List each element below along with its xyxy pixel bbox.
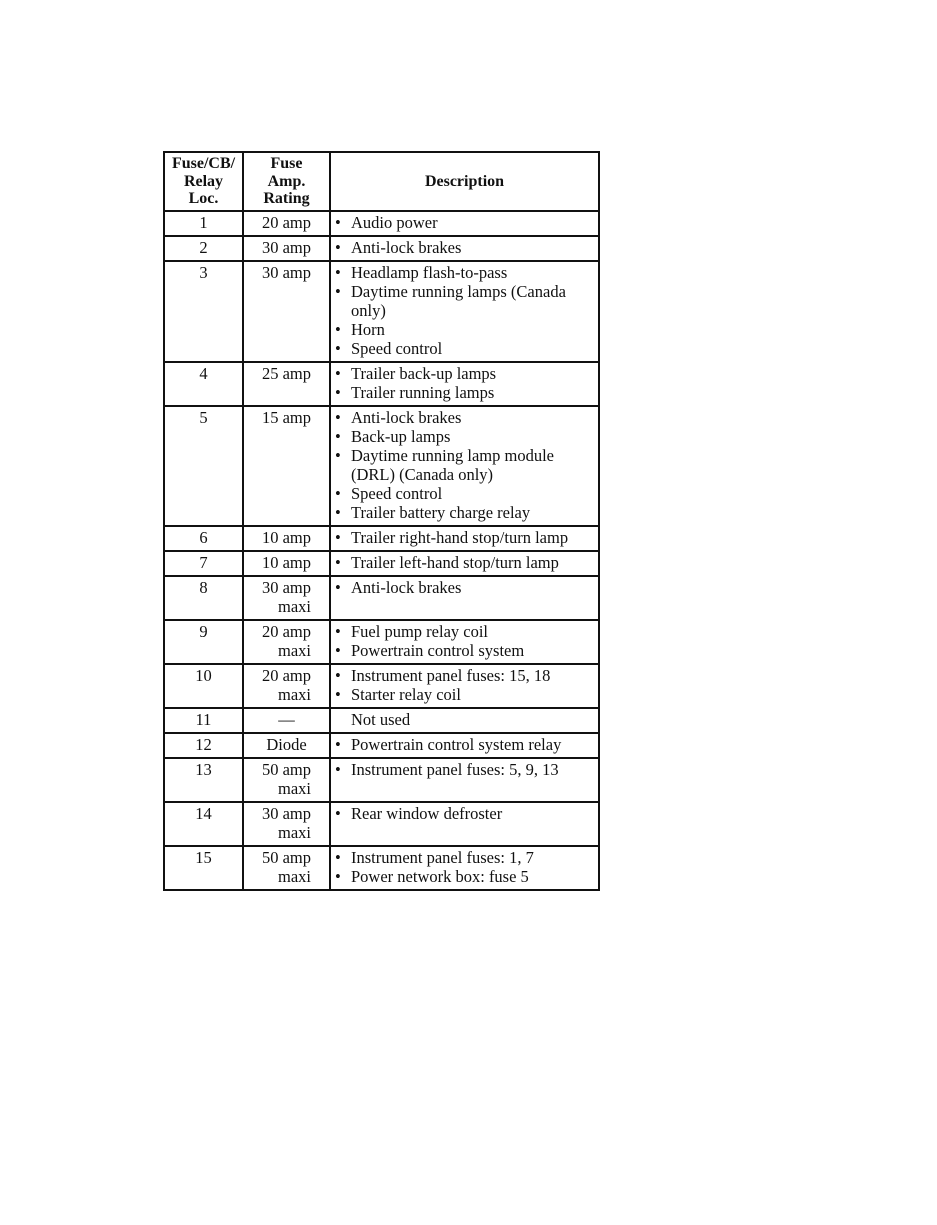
description-text: Anti-lock brakes xyxy=(351,407,462,427)
description-text: Back-up lamps xyxy=(351,426,451,446)
amp-rating: — xyxy=(278,709,295,729)
bullet-icon: • xyxy=(335,577,341,597)
description-text: Anti-lock brakes xyxy=(351,577,462,597)
bullet-icon: • xyxy=(335,502,341,522)
fuse-table xyxy=(163,151,600,891)
fuse-location-cell: 14 xyxy=(164,802,243,846)
description-text: Speed control xyxy=(351,338,443,358)
description-item xyxy=(335,213,594,232)
table-row xyxy=(164,846,599,890)
fuse-amp-rating-cell xyxy=(243,708,330,733)
table-row xyxy=(164,733,599,758)
description-item xyxy=(335,484,594,503)
description-text: Speed control xyxy=(351,483,443,503)
amp-rating: 10 amp xyxy=(261,527,312,547)
fuse-location-cell: 10 xyxy=(164,664,243,708)
bullet-icon: • xyxy=(335,621,341,641)
maxi-label: maxi xyxy=(278,684,311,704)
fuse-amp-rating-cell xyxy=(243,236,330,261)
fuse-description-cell xyxy=(330,551,599,576)
fuse-description-cell xyxy=(330,733,599,758)
amp-rating: 50 amp xyxy=(261,847,312,867)
fuse-location-cell: 6 xyxy=(164,526,243,551)
fuse-location-cell: 1 xyxy=(164,211,243,236)
fuse-location-cell: 15 xyxy=(164,846,243,890)
description-item xyxy=(335,528,594,547)
amp-rating: 30 amp xyxy=(261,237,312,257)
description-item xyxy=(335,263,594,282)
description-item xyxy=(335,578,594,597)
fuse-location-cell: 3 xyxy=(164,261,243,362)
fuse-description-cell xyxy=(330,708,599,733)
amp-rating: 20 amp xyxy=(261,665,312,685)
description-item xyxy=(335,339,594,358)
description-text: Audio power xyxy=(351,212,438,232)
fuse-location-cell: 4 xyxy=(164,362,243,406)
description-text: Power network box: fuse 5 xyxy=(351,866,529,886)
description-text: Instrument panel fuses: 1, 7 xyxy=(351,847,534,867)
fuse-amp-rating-cell xyxy=(243,846,330,890)
description-text: Rear window defroster xyxy=(351,803,503,823)
amp-rating: 30 amp xyxy=(261,262,312,282)
fuse-description-cell xyxy=(330,526,599,551)
fuse-location-cell: 2 xyxy=(164,236,243,261)
maxi-label: maxi xyxy=(278,822,311,842)
description-item xyxy=(335,282,594,320)
fuse-description-cell xyxy=(330,406,599,526)
description-item xyxy=(335,735,594,754)
description-item xyxy=(335,666,594,685)
maxi-label: maxi xyxy=(278,640,311,660)
bullet-icon: • xyxy=(335,262,341,282)
fuse-description-cell xyxy=(330,261,599,362)
fuse-table-body xyxy=(164,211,599,890)
description-text: Starter relay coil xyxy=(351,684,461,704)
bullet-icon: • xyxy=(335,407,341,427)
fuse-description-cell xyxy=(330,802,599,846)
table-row xyxy=(164,802,599,846)
description-text: Headlamp flash-to-pass xyxy=(351,262,508,282)
header-location-line: Relay xyxy=(183,172,224,190)
fuse-amp-rating-cell xyxy=(243,758,330,802)
fuse-amp-rating-cell xyxy=(243,733,330,758)
fuse-location-cell: 8 xyxy=(164,576,243,620)
description-text: Powertrain control system relay xyxy=(351,734,562,754)
bullet-icon: • xyxy=(335,382,341,402)
fuse-description-cell xyxy=(330,211,599,236)
amp-rating: 10 amp xyxy=(261,552,312,572)
description-text: Powertrain control system xyxy=(351,640,525,660)
fuse-amp-rating-cell xyxy=(243,526,330,551)
description-item xyxy=(335,427,594,446)
table-row xyxy=(164,406,599,526)
bullet-icon: • xyxy=(335,445,341,465)
bullet-icon: • xyxy=(335,281,341,301)
bullet-icon: • xyxy=(335,363,341,383)
header-amp-line: Rating xyxy=(263,190,310,207)
amp-rating: 25 amp xyxy=(261,363,312,383)
description-text: Anti-lock brakes xyxy=(351,237,462,257)
bullet-icon: • xyxy=(335,483,341,503)
bullet-icon: • xyxy=(335,684,341,704)
bullet-icon: • xyxy=(335,847,341,867)
table-row xyxy=(164,664,599,708)
description-text: Trailer battery charge relay xyxy=(351,502,531,522)
table-row xyxy=(164,211,599,236)
table-header-row xyxy=(164,152,599,211)
bullet-icon: • xyxy=(335,237,341,257)
fuse-location-cell: 5 xyxy=(164,406,243,526)
fuse-description-cell xyxy=(330,846,599,890)
fuse-description-cell xyxy=(330,664,599,708)
description-text: Fuel pump relay coil xyxy=(351,621,489,641)
table-row xyxy=(164,576,599,620)
bullet-icon: • xyxy=(335,212,341,232)
description-item xyxy=(335,867,594,886)
description-item xyxy=(335,685,594,704)
description-text: Instrument panel fuses: 5, 9, 13 xyxy=(351,759,559,779)
amp-rating: 30 amp xyxy=(261,803,312,823)
header-location-line: Loc. xyxy=(188,190,219,207)
description-text: Daytime running lamps (Canada only) xyxy=(351,281,566,320)
bullet-icon: • xyxy=(335,319,341,339)
description-item xyxy=(335,553,594,572)
amp-rating: 20 amp xyxy=(261,212,312,232)
fuse-amp-rating-cell xyxy=(243,664,330,708)
table-row xyxy=(164,620,599,664)
fuse-amp-rating-cell xyxy=(243,551,330,576)
description-item xyxy=(335,446,594,484)
maxi-label: maxi xyxy=(278,596,311,616)
fuse-location-cell: 11 xyxy=(164,708,243,733)
table-row xyxy=(164,551,599,576)
maxi-label: maxi xyxy=(278,778,311,798)
description-item xyxy=(335,238,594,257)
header-amp-rating xyxy=(243,152,330,211)
table-row xyxy=(164,526,599,551)
bullet-icon: • xyxy=(335,338,341,358)
header-amp-line: Amp. xyxy=(267,172,306,190)
fuse-amp-rating-cell xyxy=(243,576,330,620)
fuse-amp-rating-cell xyxy=(243,362,330,406)
description-item xyxy=(335,760,594,779)
fuse-location-cell: 7 xyxy=(164,551,243,576)
fuse-amp-rating-cell xyxy=(243,261,330,362)
fuse-amp-rating-cell xyxy=(243,802,330,846)
description-item xyxy=(335,622,594,641)
table-row xyxy=(164,261,599,362)
fuse-description-cell xyxy=(330,620,599,664)
bullet-icon: • xyxy=(335,426,341,446)
description-item xyxy=(335,383,594,402)
description-text: Horn xyxy=(351,319,385,339)
fuse-description-cell xyxy=(330,236,599,261)
table-row xyxy=(164,236,599,261)
amp-rating: 15 amp xyxy=(261,407,312,427)
header-amp-line: Fuse xyxy=(270,155,303,172)
fuse-location-cell: 9 xyxy=(164,620,243,664)
fuse-amp-rating-cell xyxy=(243,211,330,236)
bullet-icon: • xyxy=(335,866,341,886)
bullet-icon: • xyxy=(335,527,341,547)
bullet-icon: • xyxy=(335,665,341,685)
bullet-icon: • xyxy=(335,759,341,779)
maxi-label: maxi xyxy=(278,866,311,886)
bullet-icon: • xyxy=(335,803,341,823)
amp-rating: 20 amp xyxy=(261,621,312,641)
description-item xyxy=(335,408,594,427)
fuse-amp-rating-cell xyxy=(243,406,330,526)
description-text: Trailer left-hand stop/turn lamp xyxy=(351,552,559,572)
table-row xyxy=(164,362,599,406)
description-text: Trailer right-hand stop/turn lamp xyxy=(351,527,569,547)
fuse-location-cell: 13 xyxy=(164,758,243,802)
description-item xyxy=(335,848,594,867)
header-location-line: Fuse/CB/ xyxy=(171,155,236,172)
table-row xyxy=(164,758,599,802)
description-text: Not used xyxy=(351,709,411,729)
description-item xyxy=(335,503,594,522)
amp-rating: Diode xyxy=(266,734,307,754)
description-text: Trailer back-up lamps xyxy=(351,363,497,383)
bullet-icon: • xyxy=(335,640,341,660)
fuse-description-cell xyxy=(330,576,599,620)
description-item xyxy=(335,804,594,823)
description-item xyxy=(335,641,594,660)
bullet-icon: • xyxy=(335,734,341,754)
description-item xyxy=(335,364,594,383)
description-item xyxy=(335,320,594,339)
header-location xyxy=(164,152,243,211)
amp-rating: 50 amp xyxy=(261,759,312,779)
bullet-icon: • xyxy=(335,552,341,572)
header-description: Description xyxy=(330,152,599,211)
fuse-description-cell xyxy=(330,362,599,406)
fuse-amp-rating-cell xyxy=(243,620,330,664)
fuse-location-cell: 12 xyxy=(164,733,243,758)
description-text: Daytime running lamp module (DRL) (Canada only) xyxy=(351,445,555,484)
table-row xyxy=(164,708,599,733)
description-text: Trailer running lamps xyxy=(351,382,495,402)
amp-rating: 30 amp xyxy=(261,577,312,597)
fuse-description-cell xyxy=(330,758,599,802)
description-text: Instrument panel fuses: 15, 18 xyxy=(351,665,551,685)
